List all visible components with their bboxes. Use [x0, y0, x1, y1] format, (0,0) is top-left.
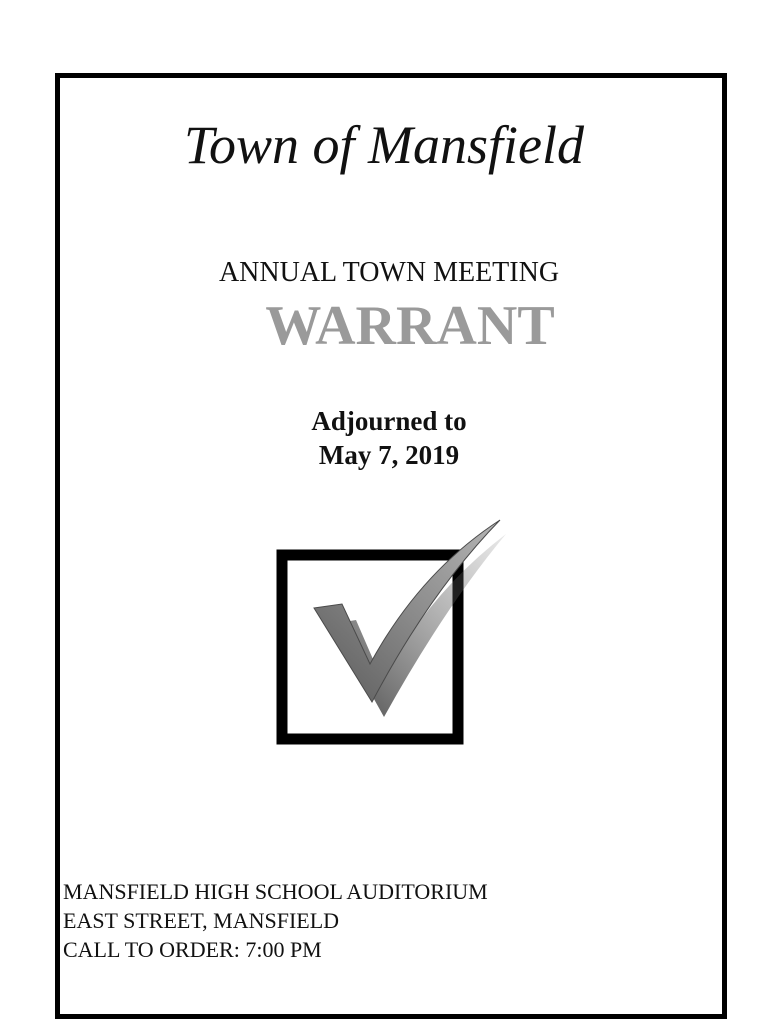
meeting-location-block	[63, 877, 488, 964]
checked-box-icon	[270, 512, 515, 752]
location-street: EAST STREET, MANSFIELD	[63, 908, 340, 933]
location-venue: MANSFIELD HIGH SCHOOL AUDITORIUM	[63, 879, 488, 904]
adjourned-date: May 7, 2019	[318, 440, 460, 470]
warrant-title: WARRANT	[265, 295, 555, 357]
adjourned-date-block	[0, 404, 768, 472]
town-title: Town of Mansfield	[183, 115, 585, 175]
meeting-title: ANNUAL TOWN MEETING	[218, 257, 560, 288]
adjourned-label: Adjourned to	[311, 406, 467, 436]
call-to-order-time: CALL TO ORDER: 7:00 PM	[63, 937, 322, 962]
